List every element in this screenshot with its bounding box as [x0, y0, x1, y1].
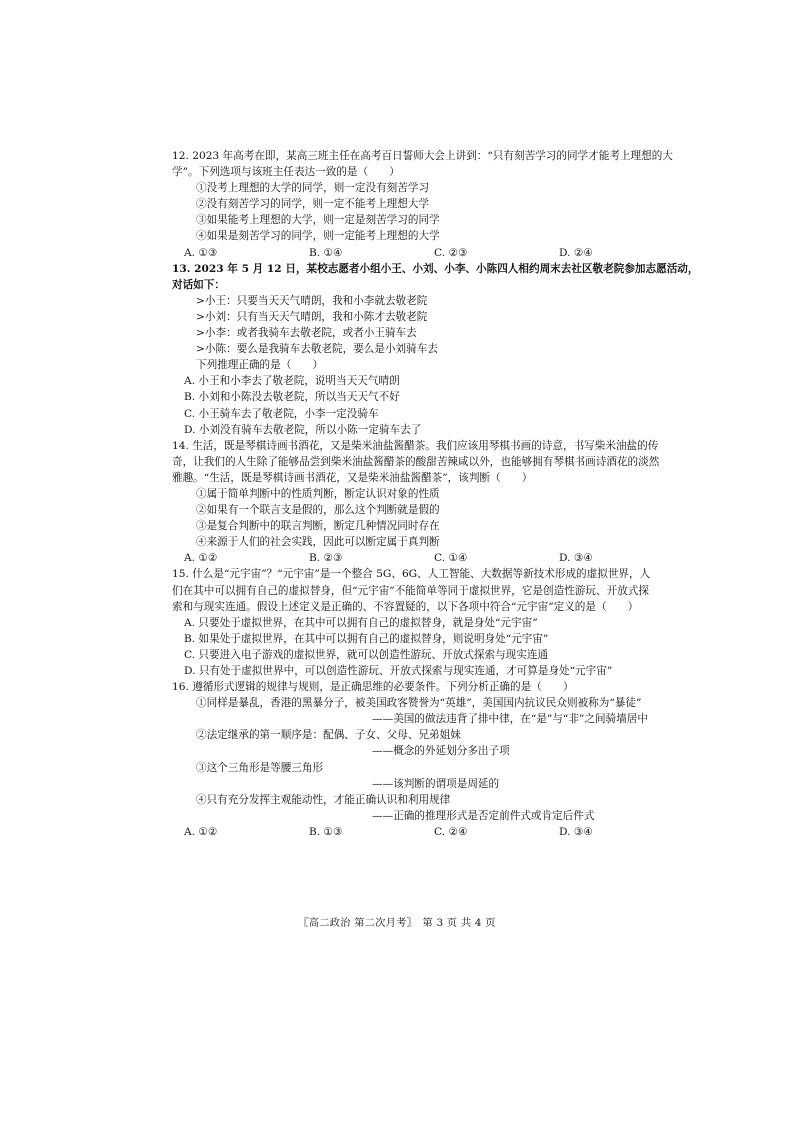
q14-stem-line2: 奇，让我们的人生除了能够品尝到柴米油盐酱醋茶的酸甜苦辣咸以外，也能够拥有琴棋书画诗酒花的淡然 — [172, 455, 660, 468]
q15-option-c: C. 只要进入电子游戏的虚拟世界，就可以创造性游玩、开放式探索与现实连通 — [184, 648, 549, 661]
q12-stem-line1: 12. 2023 年高考在即，某高三班主任在高考百日誓师大会上讲到：“只有刻苦学习的同学才能考上理想的大 — [172, 150, 673, 162]
q14-choices — [172, 550, 720, 566]
q12-choice-c: C. ②③ — [434, 246, 468, 259]
q13-stem-line1: 13. 2023 年 5 月 12 日，某校志愿者小组小王、小刘、小李、小陈四人相约周末去社区敬老院参加志愿活动， — [172, 262, 699, 275]
q12-choice-b: B. ①④ — [309, 246, 343, 259]
q14-item-1: ①属于简单判断中的性质判断，断定认识对象的性质 — [196, 487, 440, 500]
q13-option-b: B. 小刘和小陈没去敬老院，所以当天天气不好 — [184, 391, 400, 404]
q12-choice-d: D. ②④ — [559, 246, 593, 259]
q16-choice-d: D. ③④ — [559, 825, 593, 838]
q14-stem-line3: 雅趣。“生活，既是琴棋诗画书酒花，又是柴米油盐酱醋茶”，该判断（ ） — [172, 471, 533, 484]
q13-dialog-2: >小刘：只有当天天气晴朗，我和小陈才去敬老院 — [196, 310, 428, 323]
q12-stem-line2: 学”。下列选项与该班主任表达一致的是（ ） — [172, 166, 400, 179]
q16-item-4-comment: ——正确的推理形式是否定前件式或肯定后件式 — [372, 809, 595, 822]
q16-item-1: ①同样是暴乱，香港的黑暴分子，被美国政客赞誉为“英雄”，美国国内抗议民众则被称为“暴徒” — [196, 697, 642, 710]
q16-item-2: ②法定继承的第一顺序是：配偶、子女、父母、兄弟姐妹 — [196, 729, 461, 742]
q14-item-4: ④来源于人们的社会实践，因此可以断定属于真判断 — [196, 536, 440, 549]
q15-stem-line3: 索和与现实连通。假设上述定义是正确的、不容置疑的，以下各项中符合“元宇宙”定义的是（ ） — [172, 600, 639, 613]
q13-dialog-3: >小李：或者我骑车去敬老院，或者小王骑车去 — [196, 327, 417, 340]
q14-choice-c: C. ①④ — [434, 552, 468, 565]
q13-question: 下列推理正确的是（ ） — [196, 359, 324, 372]
q16-item-1-comment: ——美国的做法违背了排中律，在“是”与“非”之间骑墙居中 — [372, 713, 648, 726]
q12-item-4: ④如果是刻苦学习的同学，则一定能考上理想的大学 — [196, 230, 440, 243]
q12-choice-a: A. ①③ — [184, 246, 218, 259]
q15-stem-line2: 们在其中可以拥有自己的虚拟替身，但“元宇宙”不能简单等同于虚拟世界，它是创造性游玩、开放式探 — [172, 584, 649, 597]
q12-choices — [172, 245, 720, 261]
q16-item-3: ③这个三角形是等腰三角形 — [196, 761, 324, 774]
q15-stem-line1: 15. 什么是“元宇宙”？“元宇宙”是一个整合 5G、6G、人工智能、大数据等新技术形成的虚拟世界，人 — [172, 568, 651, 581]
q13-dialog-1: >小王：只要当天天气晴朗，我和小李就去敬老院 — [196, 294, 428, 307]
q15-option-d: D. 只有处于虚拟世界中，可以创造性游玩、开放式探索与现实连通，才可算是身处“元宇宙” — [184, 665, 613, 677]
q16-stem: 16. 遵循形式逻辑的规律与规则，是正确思维的必要条件。下列分析正确的是（ ） — [172, 681, 574, 694]
q15-option-a: A. 只要处于虚拟世界，在其中可以拥有自己的虚拟替身，就是身处“元宇宙” — [184, 616, 538, 629]
q12-item-3: ③如果能考上理想的大学，则一定是刻苦学习的同学 — [196, 214, 440, 227]
q14-stem-line1: 14. 生活，既是琴棋诗画书酒花，又是柴米油盐酱醋茶。我们应该用琴棋书画的诗意，书写柴米油盐的传 — [172, 439, 659, 452]
q12-item-2: ②没有刻苦学习的同学，则一定不能考上理想大学 — [196, 198, 430, 211]
q16-item-3-comment: ——该判断的谓项是周延的 — [372, 777, 500, 790]
q15-option-b: B. 如果处于虚拟世界，在其中可以拥有自己的虚拟替身，则说明身处“元宇宙” — [184, 632, 549, 645]
q14-choice-d: D. ③④ — [559, 552, 593, 565]
q13-option-d: D. 小刘没有骑车去敬老院，所以小陈一定骑车去了 — [184, 423, 422, 436]
q13-stem-line2: 对话如下： — [172, 278, 225, 291]
q14-choice-b: B. ②③ — [309, 552, 343, 565]
q12-item-1: ①没考上理想的大学的同学，则一定没有刻苦学习 — [196, 182, 430, 195]
q16-item-2-comment: ——概念的外延划分多出子项 — [372, 745, 510, 758]
q14-item-3: ③是复合判断中的联言判断，断定几种情况同时存在 — [196, 520, 440, 533]
q16-choice-c: C. ②④ — [434, 825, 468, 838]
q16-choices — [172, 824, 720, 840]
questions-block — [172, 148, 720, 840]
q13-option-c: C. 小王骑车去了敬老院，小李一定没骑车 — [184, 407, 379, 420]
q16-choice-a: A. ①② — [184, 825, 218, 838]
page-footer: 〖高二政治 第二次月考〗 第 3 页 共 4 页 — [298, 918, 496, 929]
q13-option-a: A. 小王和小李去了敬老院，说明当天天气晴朗 — [184, 375, 400, 388]
q14-item-2: ②如果有一个联言支是假的，那么这个判断就是假的 — [196, 504, 440, 517]
q16-choice-b: B. ①③ — [309, 825, 343, 838]
q14-choice-a: A. ①② — [184, 552, 218, 565]
q16-item-4: ④只有充分发挥主观能动性，才能正确认识和利用规律 — [196, 793, 451, 806]
q13-dialog-4: >小陈：要么是我骑车去敬老院，要么是小刘骑车去 — [196, 343, 438, 356]
